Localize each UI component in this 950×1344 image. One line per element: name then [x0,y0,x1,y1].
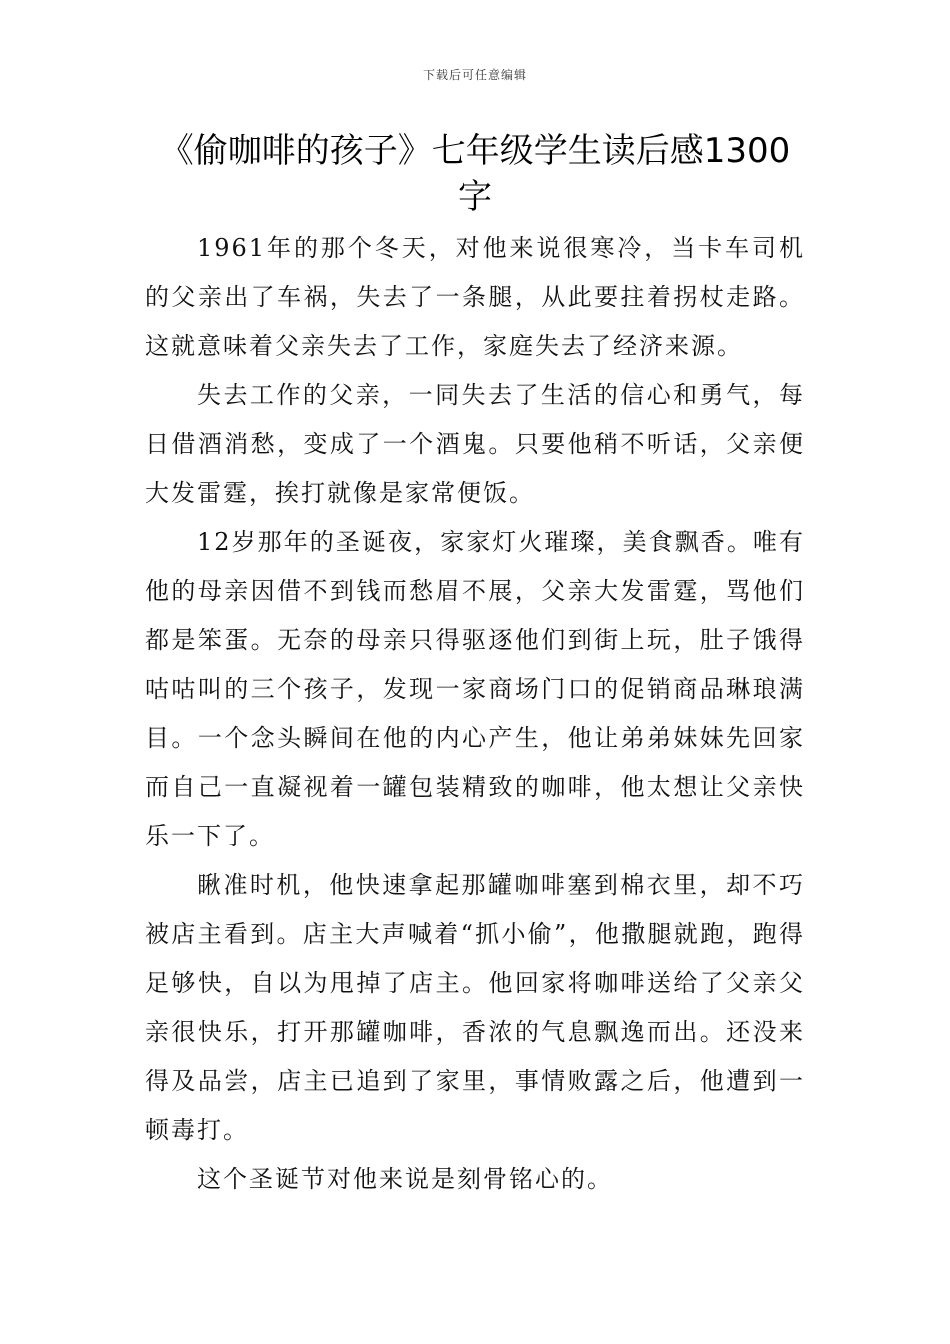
paragraph-2: 失去工作的父亲，一同失去了生活的信心和勇气，每日借酒消愁，变成了一个酒鬼。只要他稍不听话，父亲便大发雷霆，挨打就像是家常便饭。 [145,381,805,507]
page-title: 《偷咖啡的孩子》七年级学生读后感1300字 [159,131,791,217]
paragraph-3: 12岁那年的圣诞夜，家家灯火璀璨，美食飘香。唯有他的母亲因借不到钱而愁眉不展，父亲大发雷霆，骂他们都是笨蛋。无奈的母亲只得驱逐他们到街上玩，肚子饿得咕咕叫的三个孩子，发现一家商场门口的促销商品琳琅满目。一个念头瞬间在他的内心产生，他让弟弟妹妹先回家而自己一直凝视着一罐包装精致的咖啡，他太想让父亲快乐一下了。 [145,528,805,850]
paragraph-1: 1961年的那个冬天，对他来说很寒冷，当卡车司机的父亲出了车祸，失去了一条腿，从此要拄着拐杖走路。这就意味着父亲失去了工作，家庭失去了经济来源。 [145,234,805,360]
paragraph-4: 瞅准时机，他快速拿起那罐咖啡塞到棉衣里，却不巧被店主看到。店主大声喊着“抓小偷”，他撒腿就跑，跑得足够快，自以为甩掉了店主。他回家将咖啡送给了父亲父亲很快乐，打开那罐咖啡，香浓的气息飘逸而出。还没来得及品尝，店主已追到了家里，事情败露之后，他遭到一顿毒打。 [145,871,805,1144]
paragraph-5: 这个圣诞节对他来说是刻骨铭心的。 [197,1165,613,1193]
header-note: 下载后可任意编辑 [422,68,527,82]
document-body [145,224,805,1204]
